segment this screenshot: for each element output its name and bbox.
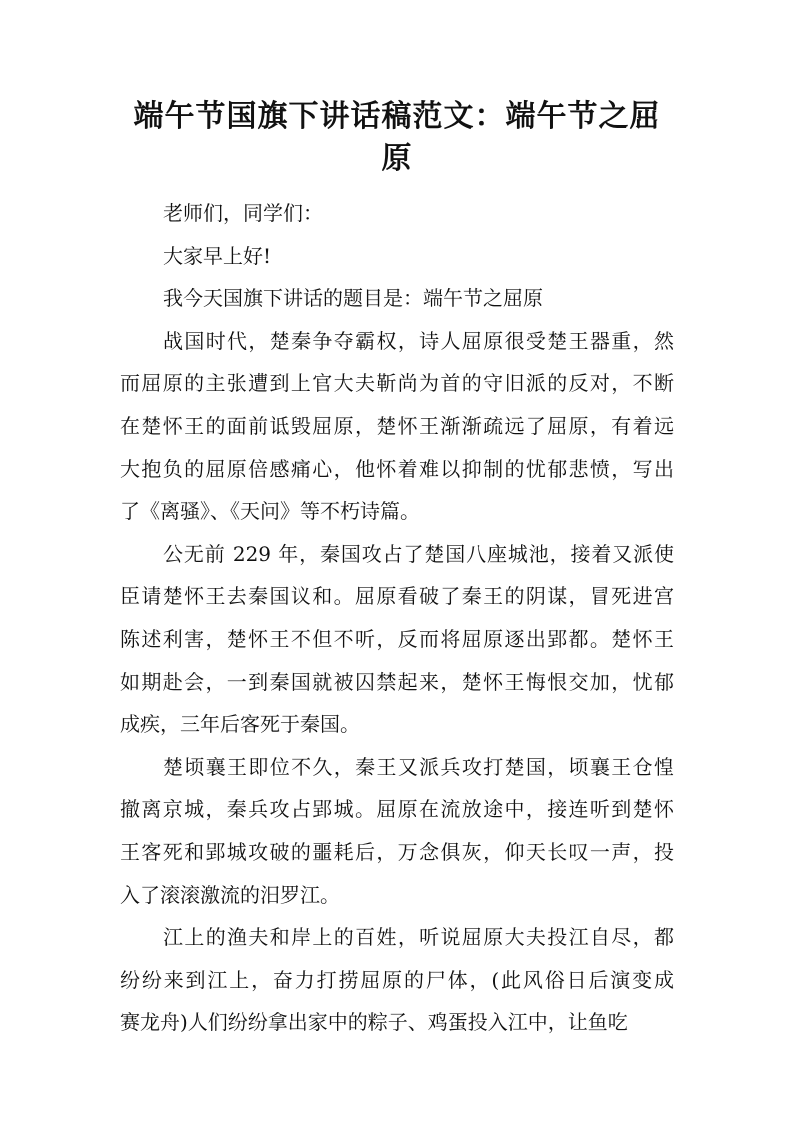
paragraph-line: 臣请楚怀王去秦国议和。屈原看破了秦王的阴谋，冒死进宫 xyxy=(120,584,674,609)
paragraph-line: 江上的渔夫和岸上的百姓，听说屈原大夫投江自尽，都 xyxy=(163,925,674,950)
paragraph-line: 楚顷襄王即位不久，秦王又派兵攻打楚国，顷襄王仓惶 xyxy=(163,754,674,779)
paragraph-line: 战国时代，楚秦争夺霸权，诗人屈原很受楚王器重，然 xyxy=(163,328,674,353)
paragraph xyxy=(120,235,674,278)
paragraph-line: 王客死和郢城攻破的噩耗后，万念俱灰，仰天长叹一声，投 xyxy=(120,839,674,864)
paragraph-line: 大家早上好! xyxy=(163,243,272,268)
paragraph xyxy=(120,916,674,1044)
paragraph-line: 陈述利害，楚怀王不但不听，反而将屈原逐出郢都。楚怀王 xyxy=(120,626,674,651)
paragraph-line: 成疾，三年后客死于秦国。 xyxy=(120,712,360,737)
paragraph xyxy=(120,192,674,235)
title-line: 原 xyxy=(381,141,413,176)
paragraph-line: 而屈原的主张遭到上官大夫靳尚为首的守旧派的反对，不断 xyxy=(120,371,674,396)
paragraph-line: 公无前 229 年，秦国攻占了楚国八座城池，接着又派使 xyxy=(163,541,674,566)
paragraph-line: 了《离骚》、《天问》等不朽诗篇。 xyxy=(120,499,420,524)
paragraph-line: 在楚怀王的面前诋毁屈原，楚怀王渐渐疏远了屈原，有着远 xyxy=(120,413,674,438)
paragraph-line: 老师们，同学们： xyxy=(163,201,323,225)
paragraph-line: 赛龙舟)人们纷纷拿出家中的粽子、鸡蛋投入江中，让鱼吃 xyxy=(120,1010,628,1035)
document-body xyxy=(120,192,674,1044)
title-line: 端午节国旗下讲话稿范文：端午节之屈 xyxy=(133,99,661,134)
paragraph-line: 如期赴会，一到秦国就被囚禁起来，楚怀王悔恨交加，忧郁 xyxy=(120,669,674,694)
paragraph xyxy=(120,746,674,916)
paragraph-line: 纷纷来到江上，奋力打捞屈原的尸体，(此风俗日后演变成 xyxy=(120,967,674,992)
paragraph-line: 我今天国旗下讲话的题目是：端午节之屈原 xyxy=(163,286,543,311)
paragraph-line: 入了滚滚激流的汨罗江。 xyxy=(120,882,340,907)
paragraph-line: 撤离京城，秦兵攻占郢城。屈原在流放途中，接连听到楚怀 xyxy=(120,797,674,822)
paragraph-line: 大抱负的屈原倍感痛心，他怀着难以抑制的忧郁悲愤，写出 xyxy=(120,456,674,481)
paragraph xyxy=(120,277,674,320)
paragraph xyxy=(120,320,674,533)
paragraph xyxy=(120,533,674,746)
document-title xyxy=(110,96,684,180)
